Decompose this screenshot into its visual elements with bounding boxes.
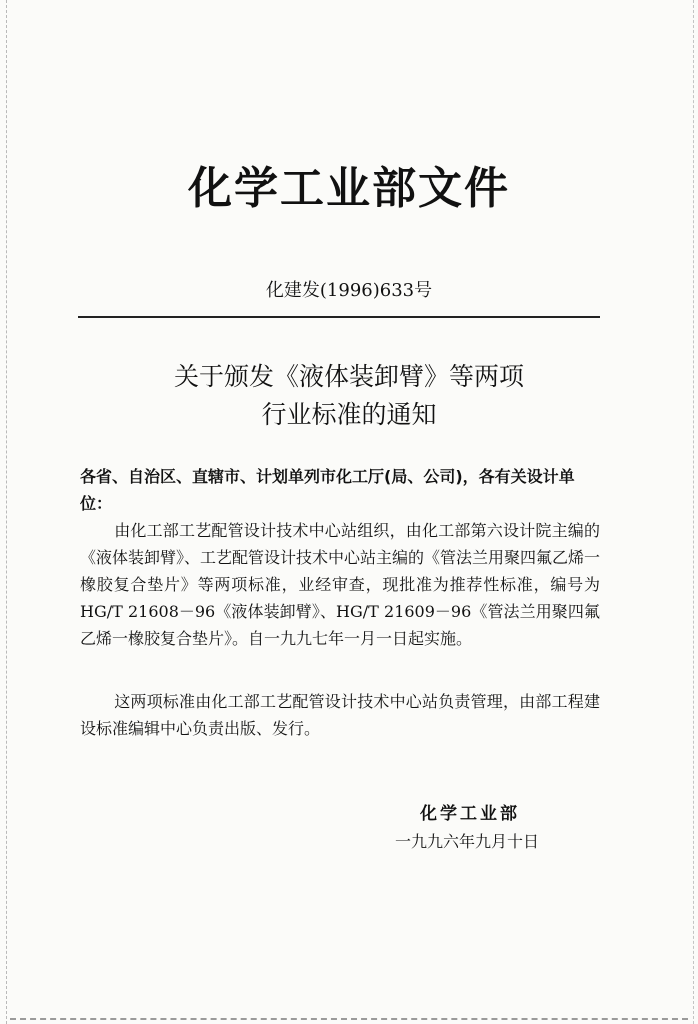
notice-title [0, 358, 698, 434]
body-paragraph-2 [80, 688, 600, 742]
addressee: 各省、自治区、直辖市、计划单列市化工厅(局、公司)，各有关设计单位： [80, 467, 575, 513]
signature-organization: 化学工业部 [420, 804, 520, 824]
notice-title-line-2: 行业标准的通知 [261, 400, 437, 429]
body-paragraph-2-text: 这两项标准由化工部工艺配管设计技术中心站负责管理，由部工程建设标准编辑中心负责出版、发行。 [80, 692, 600, 738]
notice-title-line-1: 关于颁发《液体装卸臂》等两项 [173, 362, 524, 391]
scan-bottom-edge [10, 1018, 688, 1020]
document-header-title: 化学工业部文件 [188, 163, 510, 214]
signature-date: 一九九六年九月十日 [395, 832, 540, 851]
header-divider [78, 316, 600, 318]
document-number: 化建发(1996)633号 [265, 280, 433, 301]
body-paragraph-1-text: 由化工部工艺配管设计技术中心站组织，由化工部第六设计院主编的《液体装卸臂》、工艺配管设计技术中心站主编的《管法兰用聚四氟乙烯一橡胶复合垫片》等两项标准，业经审查，现批准为推荐性标准，编号为HG/T 21608－96《液体装卸臂》、HG/T 21609－96《管法兰用聚四氟乙烯一橡胶复合垫片》。自一九九七年一月一日起实施。 [80, 521, 601, 648]
body-paragraph-1 [80, 517, 600, 652]
